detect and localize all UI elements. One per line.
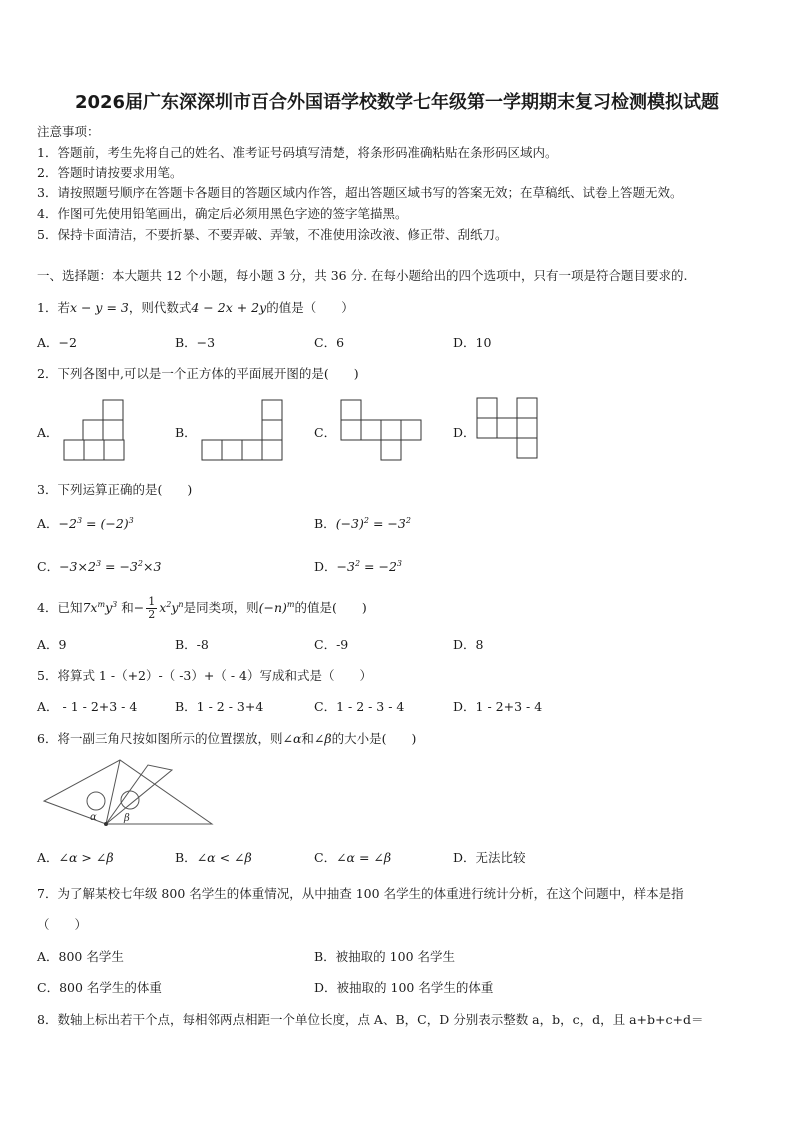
q1-prefix: 1．若 (37, 300, 70, 315)
notice-item-3: 3．请按照题号顺序在答题卡各题目的答题区域内作答，超出答题区域书写的答案无效；在草稿纸、试卷上答题无效。 (37, 185, 683, 200)
q4-prefix: 4．已知 (37, 600, 83, 615)
q6-mid: 和 (301, 731, 314, 746)
q1-option-b[interactable]: B．−3 (175, 335, 216, 350)
q6-label-a: A． (37, 850, 59, 865)
q4-option-a[interactable]: A．9 (37, 637, 67, 652)
question-6-stem: 6．将一副三角尺按如图所示的位置摆放，则∠α和∠β的大小是( ) (37, 731, 417, 746)
q7-option-b[interactable]: B．被抽取的 100 名学生 (314, 949, 455, 964)
fig-alpha-label: α (90, 812, 97, 823)
q5-option-c[interactable]: C．1 - 2 - 3 - 4 (314, 699, 405, 714)
q2-label-a[interactable]: A． (37, 425, 59, 440)
notice-item-5: 5．保持卡面清洁，不要折暴、不要弄破、弄皱，不准使用涂改液、修正带、刮纸刀。 (37, 227, 508, 242)
section-heading: 一、选择题：本大题共 12 个小题，每小题 3 分，共 36 分. 在每小题给出的四个选项中，只有一项是符合题目要求的. (37, 268, 688, 283)
q4-option-c[interactable]: C．-9 (314, 637, 349, 652)
q4-tail: 是同类项，则 (183, 600, 259, 615)
question-7-stem: 7．为了解某校七年级 800 名学生的体重情况，从中抽查 100 名学生的体重进行统计分析，在这个问题中，样本是指 (37, 886, 684, 901)
notice-item-2: 2．答题时请按要求用笔。 (37, 165, 183, 180)
q4-option-d[interactable]: D．8 (453, 637, 484, 652)
q6-label-c: C． (314, 850, 337, 865)
q2-label-c[interactable]: C． (314, 425, 337, 440)
q3-option-d[interactable]: D．$-3^2 = -2^3$ (314, 558, 403, 574)
cube-net-b (201, 399, 286, 461)
q4-mid: 和 (121, 600, 134, 615)
triangle-rulers-figure (40, 758, 218, 830)
q1-suffix: 的值是（ ） (266, 300, 354, 315)
q1-expression: 4 − 2x + 2y (191, 300, 267, 315)
q2-label-b[interactable]: B． (175, 425, 197, 440)
q1-mid: ，则代数式 (128, 300, 192, 315)
notice-heading: 注意事项： (37, 124, 100, 139)
question-8-stem: 8．数轴上标出若干个点，每相邻两点相距一个单位长度，点 A、B，C，D 分别表示整数 a，b，c，d，且 a+b+c+d＝ (37, 1012, 704, 1027)
q5-option-b[interactable]: B．1 - 2 - 3+4 (175, 699, 264, 714)
q6-label-b: B． (175, 850, 197, 865)
question-4-stem: 4．已知$7x^my^3$ 和− $\frac{1}{2}$ $x^2y^n$是同类项，则$(-n)^m$的值是( ) (37, 595, 367, 621)
question-2-stem: 2．下列各图中,可以是一个正方体的平面展开图的是( ) (37, 366, 359, 381)
q1-option-c[interactable]: C．6 (314, 335, 345, 350)
q6-option-a[interactable]: A．∠α > ∠β (37, 850, 114, 865)
question-7-stem-cont: （ ） (37, 917, 88, 932)
page-title: 2026届广东深深圳市百合外国语学校数学七年级第一学期期末复习检测模拟试题 (74, 92, 720, 113)
cube-net-a (63, 399, 128, 461)
cube-net-c (340, 399, 425, 461)
q1-option-a[interactable]: A．−2 (37, 335, 77, 350)
q2-label-d[interactable]: D． (453, 425, 476, 440)
q3-label-d: D． (314, 559, 337, 574)
fig-beta-label: β (124, 813, 130, 824)
q3-label-b: B． (314, 516, 336, 531)
q4-suffix: 的值是( ) (294, 600, 367, 615)
question-1-stem (37, 298, 354, 316)
q3-option-c[interactable]: C．$-3\times 2^3 = -3^2\times 3$ (37, 558, 162, 574)
q3-label-a: A． (37, 516, 59, 531)
q6-suffix: 的大小是( ) (331, 731, 417, 746)
q6-prefix: 6．将一副三角尺按如图所示的位置摆放，则 (37, 731, 283, 746)
question-3-stem: 3．下列运算正确的是( ) (37, 482, 193, 497)
q7-option-a[interactable]: A．800 名学生 (37, 949, 124, 964)
cube-net-d (476, 397, 541, 462)
q1-option-d[interactable]: D．10 (453, 335, 492, 350)
q3-option-a[interactable]: A．$-2^3 = (-2)^3$ (37, 515, 134, 531)
q4-option-b[interactable]: B．-8 (175, 637, 209, 652)
q7-option-d[interactable]: D．被抽取的 100 名学生的体重 (314, 980, 494, 995)
q5-option-a[interactable]: A． - 1 - 2+3 - 4 (37, 699, 138, 714)
q3-label-c: C． (37, 559, 60, 574)
q6-option-d[interactable]: D．无法比较 (453, 850, 526, 865)
q6-option-b[interactable]: B．∠α < ∠β (175, 850, 252, 865)
question-5-stem: 5．将算式 1 -（+2）-（ -3）+（ - 4）写成和式是（ ） (37, 668, 372, 683)
notice-item-1: 1．答题前，考生先将自己的姓名、准考证号码填写清楚，将条形码准确粘贴在条形码区域内。 (37, 145, 558, 160)
q5-option-d[interactable]: D．1 - 2+3 - 4 (453, 699, 543, 714)
q6-option-c[interactable]: C．∠α = ∠β (314, 850, 392, 865)
q4-fraction: $\frac{1}{2}$ (148, 595, 156, 621)
q7-option-c[interactable]: C．800 名学生的体重 (37, 980, 162, 995)
q3-option-b[interactable]: B．$(-3)^2 = -3^2$ (314, 515, 411, 531)
q1-condition: x − y = 3 (69, 300, 129, 315)
notice-item-4: 4．作图可先使用铅笔画出，确定后必须用黑色字迹的签字笔描黑。 (37, 206, 408, 221)
